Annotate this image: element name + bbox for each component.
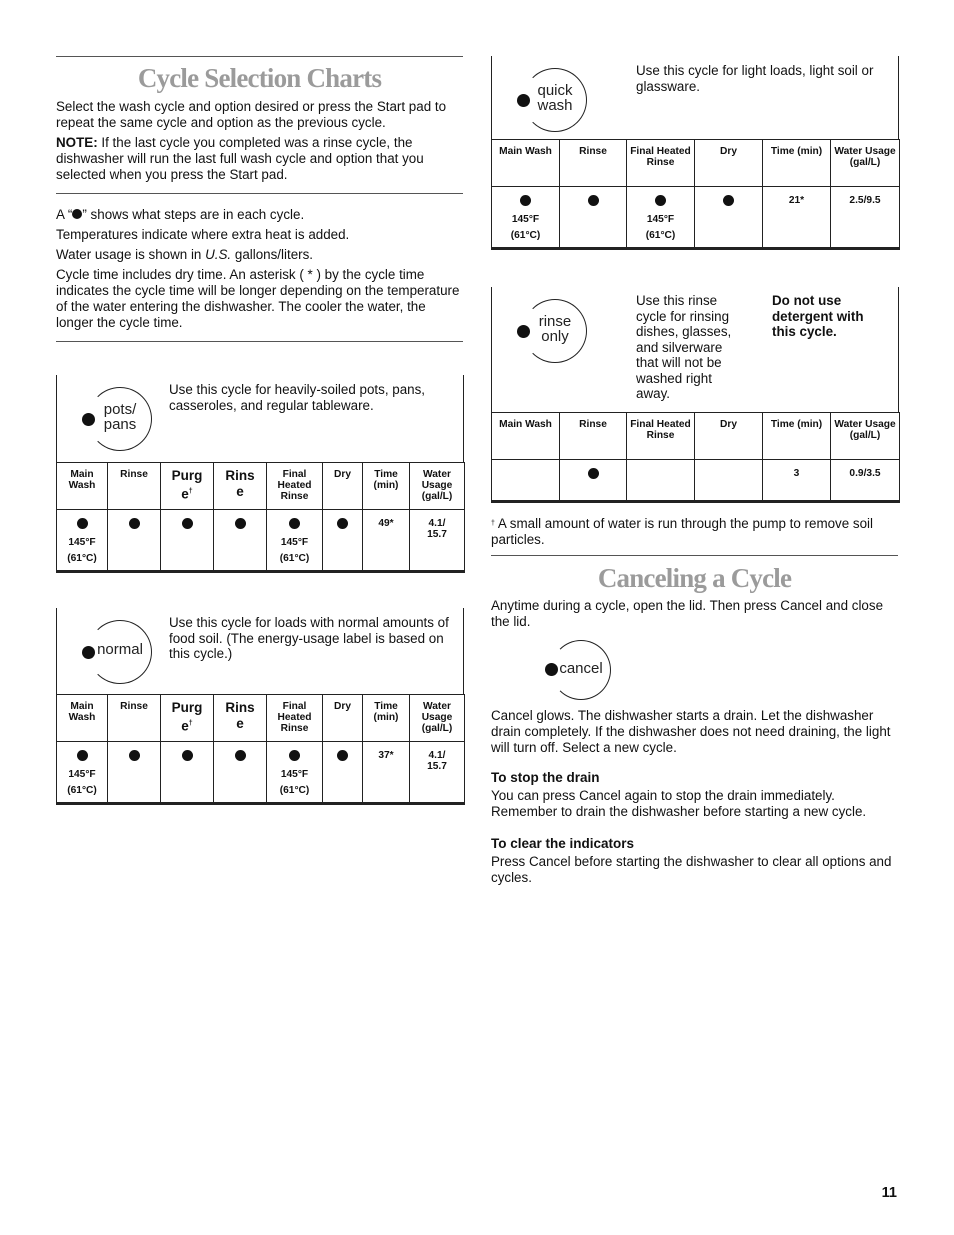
bullet-icon (235, 518, 246, 529)
col-time: Time (min) (763, 140, 831, 187)
col-water: Water Usage (gal/L) (410, 695, 465, 742)
normal-section (56, 608, 464, 695)
stop-drain-block (491, 770, 898, 820)
temps-text: Temperatures indicate where extra heat is added. (56, 227, 350, 242)
divider (56, 193, 463, 194)
footnote-mark: † (491, 520, 495, 527)
cycle-description: Use this cycle for heavily-soiled pots, pans, casseroles, and regular tableware. (169, 382, 426, 413)
badge-label: quick (537, 82, 573, 99)
quick-wash-section (491, 56, 899, 140)
col-water: Water Usage (gal/L) (410, 463, 465, 510)
note-text: If the last cycle you completed was a rinse cycle, the dishwasher will run the last full wash cycle and option that you selected when you press the Start pad. (56, 135, 424, 182)
pots-pans-section (56, 375, 464, 463)
note-paragraph (56, 135, 462, 183)
footnote-text: A small amount of water is run through the pump to remove soil particles. (491, 516, 874, 547)
page-number: 11 (881, 1185, 897, 1201)
col-final-heated-rinse: Final Heated Rinse (627, 140, 695, 187)
intro-block (56, 99, 462, 183)
water-post: gallons/liters. (231, 247, 314, 262)
col-time: Time (min) (763, 413, 831, 460)
legend-pre: A “ (56, 207, 73, 222)
bullet-icon (723, 195, 734, 206)
cell-main-wash: 145°F (61°C) (57, 510, 108, 572)
normal-badge (88, 620, 152, 684)
cycle-description: Use this cycle for light loads, light soil or glassware. (636, 63, 874, 94)
bullet-icon (77, 750, 88, 761)
cell-final: 145°F (61°C) (267, 510, 323, 572)
cancel-intro: Anytime during a cycle, open the lid. Then press Cancel and close the lid. (491, 598, 884, 629)
cell-water: 4.1/ 15.7 (410, 742, 465, 804)
water-us: U.S. (205, 247, 232, 262)
bullet-icon (182, 518, 193, 529)
bullet-icon (337, 750, 348, 761)
cell-rinse (560, 460, 627, 502)
col-final-heated-rinse: Final Heated Rinse (267, 463, 323, 510)
bullet-icon (520, 195, 531, 206)
quick-wash-table (491, 139, 900, 250)
water-pre: Water usage is shown in (56, 247, 206, 262)
col-time: Time (min) (363, 695, 410, 742)
cell-time: 3 (763, 460, 831, 502)
col-rinse: Rinse (108, 463, 161, 510)
table-row (492, 460, 900, 502)
rinse-only-badge (523, 299, 587, 363)
cell-dry (323, 742, 363, 804)
cell-water: 2.5/9.5 (831, 187, 900, 249)
cell-water: 0.9/3.5 (831, 460, 900, 502)
table-row (492, 187, 900, 249)
col-time: Time (min) (363, 463, 410, 510)
col-dry: Dry (695, 140, 763, 187)
pots-pans-table (56, 462, 465, 573)
cell-main-wash: 145°F (61°C) (492, 187, 560, 249)
bullet-icon (129, 518, 140, 529)
cycle-description: Use this rinse cycle for rinsing dishes, glasses, and silverware that will not be washed right away. (636, 293, 732, 401)
cell-rinse2 (214, 742, 267, 804)
water-text (56, 247, 462, 263)
col-purge: Purg e† (161, 463, 214, 510)
bullet-icon (129, 750, 140, 761)
col-rinse2: Rins e (214, 463, 267, 510)
cell-dry (695, 460, 763, 502)
cycle-time-text: Cycle time includes dry time. An asterisk ( * ) by the cycle time indicates the cycle time will be longer depending on the temperature of the water entering the dishwasher. The cooler the water, the longer the cycle time. (56, 267, 460, 330)
col-main-wash: Main Wash (57, 463, 108, 510)
cell-water: 4.1/ 15.7 (410, 510, 465, 572)
detergent-warning: Do not use detergent with this cycle. (772, 293, 864, 339)
cell-time: 21* (763, 187, 831, 249)
stop-drain-heading: To stop the drain (491, 770, 600, 785)
top-rule (56, 56, 463, 57)
cell-rinse (560, 187, 627, 249)
col-rinse: Rinse (108, 695, 161, 742)
col-main-wash: Main Wash (492, 413, 560, 460)
divider (56, 341, 463, 342)
col-dry: Dry (695, 413, 763, 460)
col-water: Water Usage (gal/L) (831, 413, 900, 460)
cell-main-wash: 145°F (61°C) (57, 742, 108, 804)
col-rinse: Rinse (560, 140, 627, 187)
cell-final: 145°F (61°C) (267, 742, 323, 804)
col-dry: Dry (323, 463, 363, 510)
cancel-button[interactable] (551, 640, 611, 700)
cancel-button-label: cancel (559, 660, 603, 677)
divider (491, 555, 898, 556)
cell-rinse (108, 510, 161, 572)
bullet-icon (588, 468, 599, 479)
col-water: Water Usage (gal/L) (831, 140, 900, 187)
cell-rinse2 (214, 510, 267, 572)
col-main-wash: Main Wash (57, 695, 108, 742)
bullet-icon (655, 195, 666, 206)
col-rinse2: Rins e (214, 695, 267, 742)
clear-indicators-heading: To clear the indicators (491, 836, 635, 851)
cycle-description: Use this cycle for loads with normal amounts of food soil. (The energy-usage label is based on this cycle.) (169, 615, 449, 661)
clear-indicators-block (491, 836, 898, 886)
bullet-icon (289, 750, 300, 761)
table-row (57, 742, 465, 804)
intro-text: Select the wash cycle and option desired or press the Start pad to repeat the same cycle and option as the previous cycle. (56, 99, 447, 130)
col-rinse: Rinse (560, 413, 627, 460)
rinse-only-section (491, 287, 899, 412)
clear-indicators-text: Press Cancel before starting the dishwasher to clear all options and cycles. (491, 854, 892, 885)
bullet-icon (72, 209, 82, 219)
cell-purge (161, 742, 214, 804)
cell-main-wash (492, 460, 560, 502)
table-row (57, 510, 465, 572)
cell-time: 37* (363, 742, 410, 804)
badge-label: only (541, 328, 569, 345)
bullet-icon (235, 750, 246, 761)
col-dry: Dry (323, 695, 363, 742)
cell-final (627, 460, 695, 502)
col-main-wash: Main Wash (492, 140, 560, 187)
bullet-icon (77, 518, 88, 529)
badge-label: normal (97, 641, 143, 658)
bullet-icon (182, 750, 193, 761)
pots-pans-badge (88, 387, 152, 451)
cell-final: 145°F (61°C) (627, 187, 695, 249)
badge-label: pans (103, 416, 137, 433)
legend-block (56, 207, 462, 331)
footnote (491, 516, 897, 548)
cell-dry (695, 187, 763, 249)
stop-drain-text: You can press Cancel again to stop the drain immediately. Remember to drain the dishwasher before starting a new cycle. (491, 788, 867, 819)
bullet-icon (289, 518, 300, 529)
page-title: Cycle Selection Charts (137, 63, 382, 93)
col-final-heated-rinse: Final Heated Rinse (627, 413, 695, 460)
col-purge: Purg e† (161, 695, 214, 742)
badge-label: rinse (538, 313, 572, 330)
cancel-glows-text: Cancel glows. The dishwasher starts a drain. Let the dishwasher drain completely. If the dishwasher does not need draining, the light will turn off. Select a new cycle. (491, 708, 891, 755)
rinse-only-table (491, 412, 900, 503)
badge-label: pots/ (103, 401, 137, 418)
legend-post: ” shows what steps are in each cycle. (82, 207, 305, 222)
section-title: Canceling a Cycle (597, 563, 792, 593)
quick-wash-badge (523, 68, 587, 132)
bullet-icon (337, 518, 348, 529)
note-label: NOTE: (56, 135, 98, 150)
cell-purge (161, 510, 214, 572)
normal-table (56, 694, 465, 805)
badge-label: wash (537, 97, 573, 114)
col-final-heated-rinse: Final Heated Rinse (267, 695, 323, 742)
cell-time: 49* (363, 510, 410, 572)
bullet-icon (588, 195, 599, 206)
cell-rinse (108, 742, 161, 804)
legend-text (56, 207, 462, 223)
cell-dry (323, 510, 363, 572)
